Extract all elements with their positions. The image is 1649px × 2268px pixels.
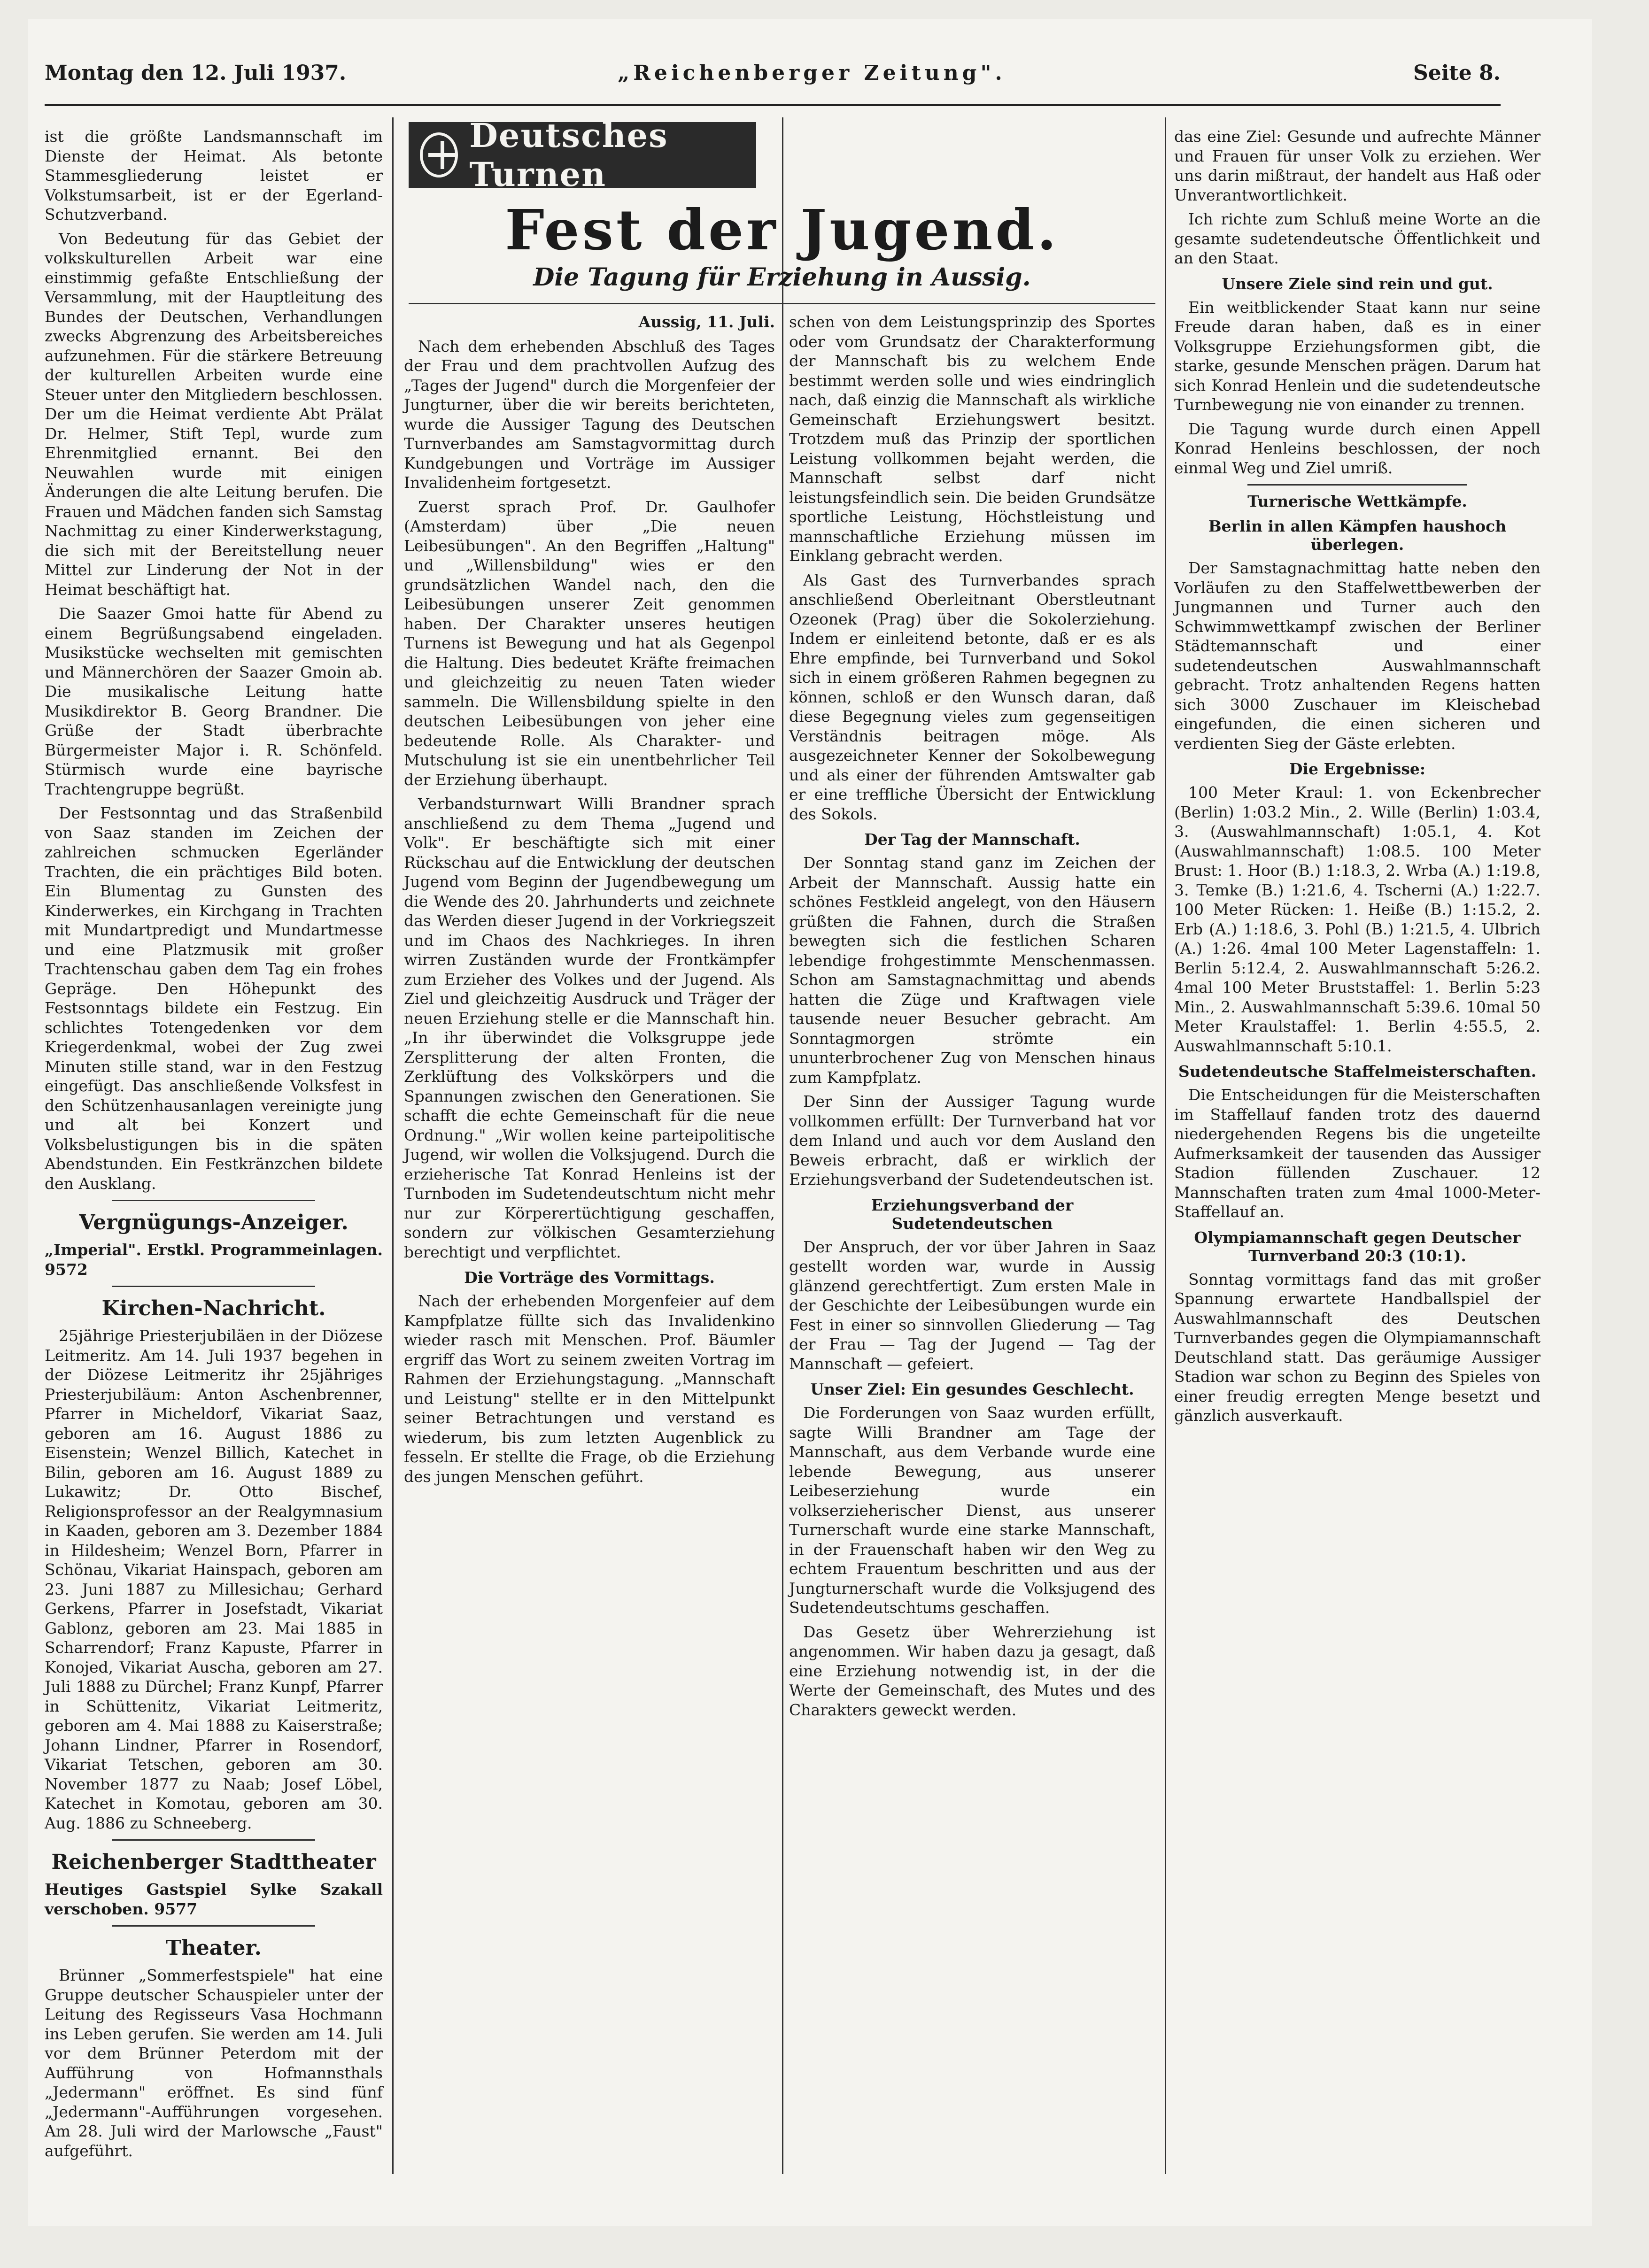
- col4-paragraph: das eine Ziel: Gesunde und aufrechte Männer und Frauen für unser Volk zu erziehen. Wer uns darin mißtraut, der handelt aus Haß oder Unverantwortlichkeit.: [1174, 127, 1541, 204]
- col4-section-title: Unsere Ziele sind rein und gut.: [1222, 274, 1493, 293]
- col3-section-title: Der Tag der Mannschaft.: [864, 830, 1080, 849]
- col3-paragraph: Der Sonntag stand ganz im Zeichen der Arbeit der Mannschaft. Aussig hatte ein schönes Festkleid angelegt, von den Häusern grüßten die Fahnen, durch die Straßen bewegten sich die festlichen Scharen lebendige frohgestimmte Menschenmassen. Schon am Samstagnachmittag und abends hatten die Züge und Kraftwagen viele tausende neuer Besucher gebracht. Am Sonntagmorgen strömte ein ununterbrochener Zug von Menschen hinaus zum Kampfplatz.: [789, 854, 1155, 1087]
- col3-paragraph: schen von dem Leistungsprinzip des Sportes oder vom Grundsatz der Charakterformung der Mannschaft bis zu welchem Ende bestimmt werden solle und wies eindringlich nach, daß einzig die Mannschaft als wirkliche Gemeinschaft Erziehungswert besitzt. Trotzdem muß das Prinzip der sportlichen Leistung vollkommen bejaht werden, die Mannschaft selbst darf nicht leistungsfeindlich sein. Die beiden Grundsätze sportliche Leistung, Höchstleistung und mannschaftliche Erziehung müssen im Einklang gebracht werden.: [789, 313, 1155, 565]
- col4-paragraph: Ein weitblickender Staat kann nur seine Freude daran haben, daß es in einer Volksgruppe Erziehungsformen gibt, die starke, gesunde Menschen prägen. Darum hat sich Konrad Henlein und die sudetendeutsche Turnbewegung nie von einander zu trennen.: [1174, 298, 1541, 414]
- page-header: [45, 61, 1501, 99]
- column-divider-2: [782, 117, 783, 2174]
- column-divider-3: [1165, 117, 1166, 2174]
- col3-paragraph: Das Gesetz über Wehrerziehung ist angenommen. Wir haben dazu ja gesagt, daß eine Erziehung notwendig ist, in der die Werte der Gemeinschaft, des Mutes und des Charakters geweckt werden.: [789, 1622, 1155, 1719]
- divider: [112, 1286, 315, 1287]
- col4-paragraph: Die Entscheidungen für die Meisterschaften im Staffellauf fanden trotz des dauernd niedergehenden Regens bis die ungeteilte Aufmerksamkeit der tausenden das Aussiger Stadion füllenden Zuschauer. 12 Mannschaften traten zum 4mal 1000-Meter-Staffellauf an.: [1174, 1086, 1541, 1221]
- col2-paragraph: Verbandsturnwart Willi Brandner sprach anschließend zu dem Thema „Jugend und Volk". Er beschäftigte sich mit einer Rückschau auf die Entwicklung der deutschen Jugend vom Beginn der Jugendbewegung um die Wende des 20. Jahrhunderts und zeichnete das Werden dieser Jugend in der Vorkriegszeit und im Chaos des Nachkrieges. In ihren wirren Zuständen wurde der Frontkämpfer zum Erzieher des Volkes und der Jugend. Als Ziel und gleichzeitig Ausdruck und Träger der neuen Erziehung stelle er die Mannschaft hin. „In ihr überwindet die Volksgruppe jede Zersplitterung der alten Fronten, die Zerklüftung des Volkskörpers und die Spannungen zwischen den Generationen. Sie schafft die echte Gemeinschaft für die neue Ordnung." „Wir wollen keine parteipolitische Jugend, wir wollen die Volksjugend. Durch die erzieherische Tat Konrad Henleins ist der Turnboden im Sudetendeutschtum nicht mehr nur zur Körperertüchtigung geschaffen, sondern zur völkischen Gesamterziehung berechtigt und verpflichtet.: [404, 795, 775, 1261]
- col4-paragraph: Die Tagung wurde durch einen Appell Konrad Henleins beschlossen, der noch einmal Weg und Ziel umriß.: [1174, 419, 1541, 477]
- church-title: Kirchen-Nachricht.: [101, 1296, 326, 1320]
- col4-paragraph: Der Samstagnachmittag hatte neben den Vorläufen zu den Staffelwettbewerben der Jungmannen und Turner auch den Schwimmwettkampf zwischen der Berliner Städtemannschaft und einer sudetendeutschen Auswahlmannschaft gebracht. Trotz anhaltenden Regens hatten sich 3000 Zuschauer im Kleischebad eingefunden, die einen sicheren und verdienten Sieg der Gäste erlebten.: [1174, 559, 1541, 753]
- header-rule: [45, 104, 1501, 106]
- column-4: [1174, 127, 1541, 2090]
- theater2-title: Theater.: [165, 1936, 262, 1960]
- column-divider-1: [392, 117, 394, 2174]
- ads-title: Vergnügungs-Anzeiger.: [79, 1211, 348, 1234]
- col1-paragraph: Von Bedeutung für das Gebiet der volkskulturellen Arbeit war eine einstimmig gefaßte Entschließung der Versammlung, mit der Hauptleitung des Bundes der Deutschen, Verhandlungen zwecks Abgrenzung des Arbeitsbereiches aufzunehmen. Für die stärkere Betreuung der kulturellen Arbeiten wurde eine Steuer unter den Mitgliedern beschlossen. Der um die Heimat verdiente Abt Prälat Dr. Helmer, Stift Tepl, wurde zum Ehrenmitglied ernannt. Bei den Neuwahlen wurde mit einigen Änderungen die alte Leitung berufen. Die Frauen und Mädchen fanden sich Samstag Nachmittag zu einer Kinderwerkstagung, die sich mit der Bereitstellung neuer Mittel zur Linderung der Not in der Heimat beschäftigt hat.: [45, 229, 383, 599]
- divider: [112, 1200, 315, 1201]
- col4-paragraph: Sonntag vormittags fand das mit großer Spannung erwartete Handballspiel der Auswahlmannschaft des Deutschen Turnverbandes gegen die Olympiamannschaft Deutschland statt. Das geräumige Aussiger Stadion war schon zu Beginn des Spieles von einer freudig erregten Menge besetzt und gänzlich ausverkauft.: [1174, 1270, 1541, 1425]
- theater-line: Heutiges Gastspiel Sylke Szakall verschoben. 9577: [45, 1880, 383, 1918]
- col2-paragraph: Nach dem erhebenden Abschluß des Tages der Frau und dem prachtvollen Aufzug des „Tages der Jugend" durch die Morgenfeier der Jungturner, über die wir bereits berichteten, wurde die Aussiger Tagung des Deutschen Turnverbandes am Samstagvormittag durch Kundgebungen und Vorträge im Aussiger Invalidenheim fortgesetzt.: [404, 337, 775, 492]
- col3-paragraph: Als Gast des Turnverbandes sprach anschließend Oberleitnant Oberstleutnant Ozeonek (Prag) über die Sokolerziehung. Indem er einleitend betonte, daß er es als Ehre empfinde, bei Turnverband und Sokol sich in einem größeren Rahmen begegnen zu können, schloß er den Wunsch daran, daß diese Begegnung vieles zum gegenseitigen Verständnis beitragen möge. Als ausgezeichneter Kenner der Sokolbewegung und als einer der führenden Amtswalter gab er eine treffliche Übersicht der Entwicklung des Sokols.: [789, 571, 1155, 823]
- header-page-number: Seite 8.: [1413, 61, 1501, 85]
- col4-section-title: Olympiamannschaft gegen Deutscher Turnverband 20:3 (10:1).: [1194, 1228, 1521, 1265]
- section-banner: [409, 116, 756, 194]
- ads-line: „Imperial". Erstkl. Programmeinlagen. 9572: [45, 1241, 383, 1279]
- col3-paragraph: Der Anspruch, der vor über Jahren in Saaz gestellt worden war, wurde in Aussig glänzend gerechtfertigt. Zum ersten Male in der Geschichte der Leibesübungen wurde ein Fest in einer so sinnvollen Gliederung — Tag der Frau — Tag der Jugend — Tag der Mannschaft — gefeiert.: [789, 1237, 1155, 1373]
- column-1: [45, 127, 383, 2160]
- divider: [1247, 484, 1467, 486]
- theater2-text: Brünner „Sommerfestspiele" hat eine Gruppe deutscher Schauspieler unter der Leitung des Regisseurs Vasa Hochmann ins Leben gerufen. Sie werden am 14. Juli vor dem Brünner Peterdom mit der Aufführung von Hofmannsthals „Jedermann" eröffnet. Es sind fünf „Jedermann"-Aufführungen vorgesehen. Am 28. Juli wird der Marlowsche „Faust" aufgeführt.: [45, 1966, 383, 2160]
- col4-section-title: Turnerische Wettkämpfe.: [1247, 492, 1467, 510]
- article-subheadline: Die Tagung für Erziehung in Aussig.: [533, 263, 1031, 292]
- section-banner-title: Deutsches Turnen: [469, 116, 668, 194]
- article-headline: Fest der Jugend.: [505, 197, 1059, 262]
- divider: [112, 1839, 315, 1841]
- col1-paragraph: Die Saazer Gmoi hatte für Abend zu einem Begrüßungsabend eingeladen. Musikstücke wechselten mit gemischten und Männerchören der Saazer Gmoin ab. Die musikalische Leitung hatte Musikdirektor B. Georg Brandner. Die Grüße der Stadt überbrachte Bürgermeister Major i. R. Schönfeld. Stürmisch wurde eine bayrische Trachtengruppe begrüßt.: [45, 604, 383, 798]
- col1-paragraph: ist die größte Landsmannschaft im Dienste der Heimat. Als betonte Stammesgliederung leistet er Volkstumsarbeit, ist er der Egerland-Schutzverband.: [45, 127, 383, 224]
- col3-paragraph: Die Forderungen von Saaz wurden erfüllt, sagte Willi Brandner am Tage der Mannschaft, aus dem Verbande wurde eine lebende Bewegung, aus unserer Leibeserziehung wurde ein volkserzieherischer Dienst, aus unserer Turnerschaft wurde eine starke Mannschaft, in der Frauenschaft haben wir den Weg zu echtem Frauentum beschritten und aus der Jungturnerschaft wurde die Volksjugend des Sudetendeutschtums geschaffen.: [789, 1404, 1155, 1617]
- col4-paragraph: Ich richte zum Schluß meine Worte an die gesamte sudetendeutsche Öffentlichkeit und an den Staat.: [1174, 210, 1541, 267]
- col4-subsection-title: Berlin in allen Kämpfen haushoch überlegen.: [1208, 517, 1507, 554]
- col3-paragraph: Der Sinn der Aussiger Tagung wurde vollkommen erfüllt: Der Turnverband hat vor dem Inland und auch vor dem Ausland den Beweis erbracht, daß er wirklich der Erziehungsverband der Sudetendeutschen ist.: [789, 1092, 1155, 1188]
- headline-rule: [409, 303, 1155, 304]
- col1-paragraph: Der Festsonntag und das Straßenbild von Saaz standen im Zeichen der zahlreichen schmucken Egerländer Trachten, die ein prächtiges Bild boten. Ein Blumentag zu Gunsten des Kinderwerkes, ein Kirchgang in Trachten mit Mundartpredigt und Mundartmesse und eine Platzmusik mit großer Trachtenschau gaben dem Tag ein frohes Gepräge. Den Höhepunkt des Festsonntags bildete ein Festzug. Ein schlichtes Totengedenken vor dem Kriegerdenkmal, wobei der Zug zwei Minuten stille stand, war in den Festzug eingefügt. Das anschließende Volksfest in den Schützenhausanlagen vereinigte jung und alt bei Konzert und Volksbelustigungen bis in die späten Abendstunden. Ein Festkränzchen bildete den Ausklang.: [45, 804, 383, 1193]
- header-newspaper-title: „Reichenberger Zeitung".: [618, 61, 1006, 85]
- dateline: Aussig, 11. Juli.: [638, 313, 775, 331]
- col2-section-title: Die Vorträge des Vormittags.: [464, 1268, 715, 1287]
- turner-cross-icon: [420, 132, 458, 177]
- church-text: 25jährige Priesterjubiläen in der Diözese Leitmeritz. Am 14. Juli 1937 begehen in der Diözese Leitmeritz ihr 25jähriges Priesterjubiläum: Anton Aschenbrenner, Pfarrer in Micheldorf, Vikariat Saaz, geboren am 16. August 1886 zu Eisenstein; Wenzel Billich, Katechet in Bilin, geboren am 16. August 1889 zu Lukawitz; Dr. Otto Bischef, Religionsprofessor an der Realgymnasium in Kaaden, geboren am 3. Dezember 1884 in Hildesheim; Wenzel Born, Pfarrer in Schönau, Vikariat Hainspach, geboren am 23. Juni 1887 zu Millesichau; Gerhard Gerkens, Pfarrer in Josefstadt, Vikariat Gablonz, geboren am 23. Mai 1885 in Scharrendorf; Franz Kapuste, Pfarrer in Konojed, Vikariat Auscha, geboren am 27. Juli 1888 zu Dürchel; Franz Kunpf, Pfarrer in Schüttenitz, Vikariat Leitmeritz, geboren am 4. Mai 1888 zu Kaiserstraße; Johann Lindner, Pfarrer in Rosendorf, Vikariat Tetschen, geboren am 30. November 1877 zu Naab; Josef Löbel, Katechet in Komotau, geboren am 30. Aug. 1886 zu Schneeberg.: [45, 1327, 383, 1832]
- header-date: Montag den 12. Juli 1937.: [45, 61, 347, 85]
- column-2: [404, 312, 775, 2172]
- col2-paragraph: Zuerst sprach Prof. Dr. Gaulhofer (Amsterdam) über „Die neuen Leibesübungen". An den Begriffen „Haltung" und „Willensbildung" wies er den grundsätzlichen Wandel nach, den die Leibesübungen unserer Zeit genommen haben. Der Charakter unseres heutigen Turnens ist Bewegung und hat als Gegenpol die Haltung. Dies bedeutet Kräfte freimachen und gleichzeitig zu neuen Taten wieder sammeln. Die Willensbildung spielte in den deutschen Leibesübungen von jeher eine bedeutende Rolle. Als Charakter- und Mutschulung ist sie ein unentbehrlicher Teil der Erziehung überhaupt.: [404, 497, 775, 789]
- col3-section-title: Erziehungsverband der Sudetendeutschen: [871, 1196, 1074, 1233]
- col2-paragraph: Nach der erhebenden Morgenfeier auf dem Kampfplatze füllte sich das Invalidenkino wieder rasch mit Menschen. Prof. Bäumler ergriff das Wort zu seinem zweiten Vortrag im Rahmen der Erziehungstagung. „Mannschaft und Leistung" stellte er in den Mittelpunkt seiner Betrachtungen und verstand es wiederum, bis zum letzten Augenblick zu fesseln. Er stellte die Frage, ob die Erziehung des jungen Menschen geführt.: [404, 1292, 775, 1486]
- results-title: Die Ergebnisse:: [1289, 760, 1426, 778]
- col4-section-title: Sudetendeutsche Staffelmeisterschaften.: [1178, 1062, 1537, 1080]
- divider: [112, 1925, 315, 1927]
- theater-title: Reichenberger Stadttheater: [51, 1850, 376, 1874]
- column-3: [789, 312, 1155, 2172]
- results-text: 100 Meter Kraul: 1. von Eckenbrecher (Berlin) 1:03.2 Min., 2. Wille (Berlin) 1:03.4, 3. (Auswahlmannschaft) 1:05.1, 4. Kot (Auswahlmannschaft) 1:08.5. 100 Meter Brust: 1. Hoor (B.) 1:18.3, 2. Wrba (A.) 1:19.8, 3. Temke (B.) 1:21.6, 4. Tscherni (A.) 1:22.7. 100 Meter Rücken: 1. Heiße (B.) 1:15.2, 2. Erb (A.) 1:18.6, 3. Pohl (B.) 1:21.5, 4. Ulbrich (A.) 1:26. 4mal 100 Meter Lagenstaffeln: 1. Berlin 5:12.4, 2. Auswahlmannschaft 5:26.2. 4mal 100 Meter Bruststaffel: 1. Berlin 5:23 Min., 2. Auswahlmannschaft 5:39.6. 10mal 50 Meter Kraulstaffel: 1. Berlin 4:55.5, 2. Auswahlmannschaft 5:10.1.: [1174, 783, 1541, 1055]
- col3-section-title: Unser Ziel: Ein gesundes Geschlecht.: [810, 1380, 1134, 1398]
